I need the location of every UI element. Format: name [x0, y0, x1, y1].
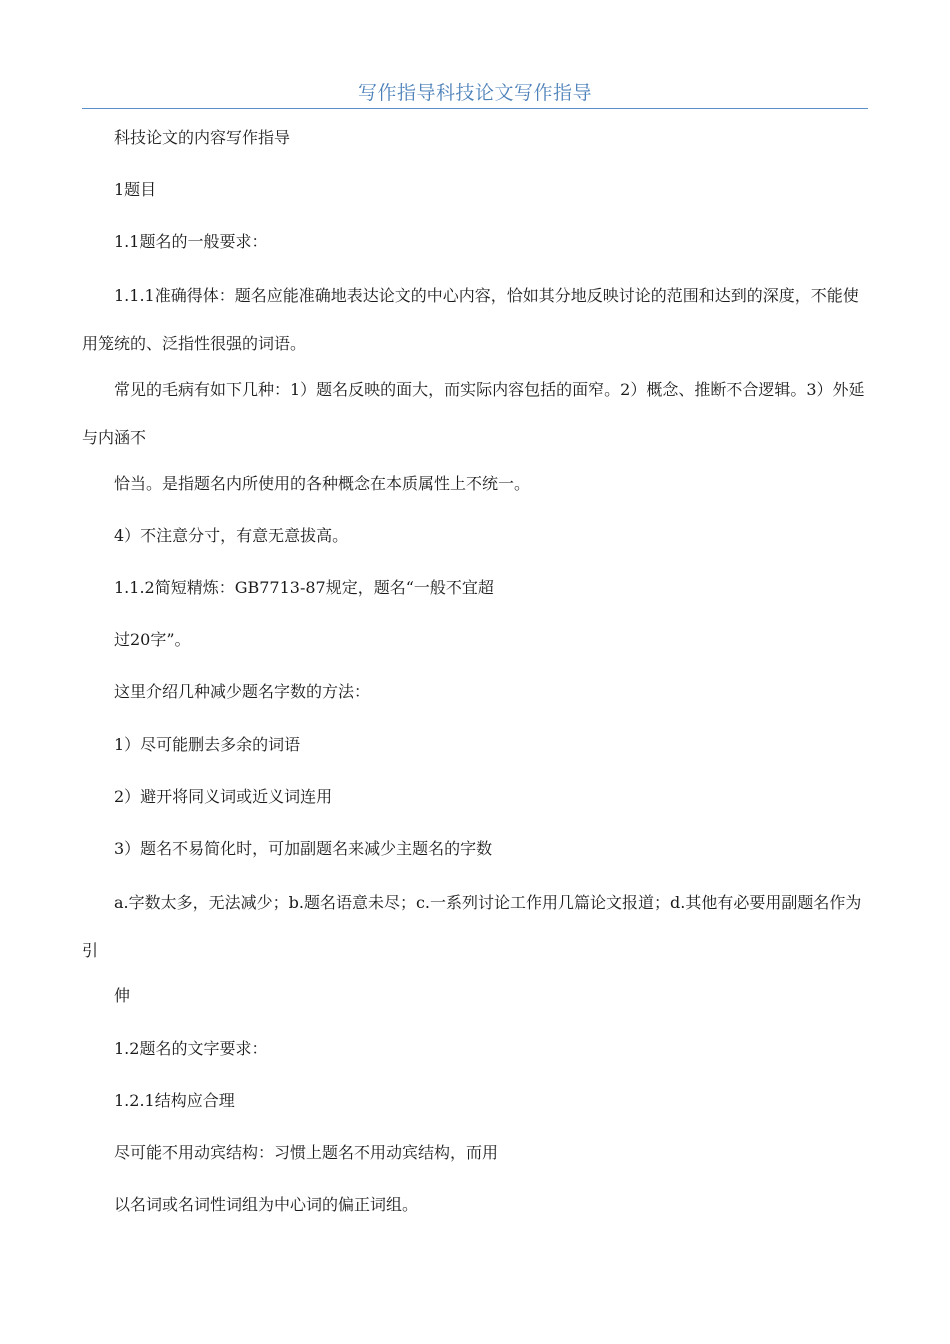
heading-1-1: 1.1题名的一般要求： [114, 232, 268, 251]
list-item-1: 1）尽可能删去多余的词语 [114, 735, 301, 754]
heading-1-1-2: 1.1.2简短精炼：GB7713-87规定，题名“一般不宜超 [114, 578, 494, 597]
heading-1-2: 1.2题名的文字要求： [114, 1039, 268, 1058]
paragraph-structure: 尽可能不用动宾结构：习惯上题名不用动宾结构，而用 [114, 1143, 499, 1162]
section-heading: 科技论文的内容写作指导 [114, 128, 291, 147]
paragraph-methods-intro: 这里介绍几种减少题名字数的方法： [114, 682, 371, 701]
paragraph-accuracy: 1.1.1准确得体：题名应能准确地表达论文的中心内容，恰如其分地反映讨论的范围和达到的深度，不能使用笼统的、泛指性很强的词语。 [82, 286, 859, 353]
list-item-3: 3）题名不易简化时，可加副题名来减少主题名的字数 [114, 839, 493, 858]
list-item-2: 2）避开将同义词或近义词连用 [114, 787, 333, 806]
paragraph-fault-4: 4）不注意分寸，有意无意拔高。 [114, 526, 349, 545]
paragraph-subtitle-cases: a.字数太多，无法减少；b.题名语意未尽；c.一系列讨论工作用几篇论文报道；d.其他有必要用副题名作为引 [82, 893, 862, 960]
heading-1: 1题目 [114, 180, 157, 199]
paragraph-noun-phrase: 以名词或名词性词组为中心词的偏正词组。 [114, 1195, 419, 1214]
paragraph-improper: 恰当。是指题名内所使用的各种概念在本质属性上不统一。 [114, 474, 531, 493]
heading-1-2-1: 1.2.1结构应合理 [114, 1091, 235, 1110]
header-title: 写作指导科技论文写作指导 [357, 82, 592, 104]
page-header [82, 78, 868, 109]
paragraph-20-chars: 过20字”。 [114, 630, 191, 649]
paragraph-common-faults: 常见的毛病有如下几种：1）题名反映的面大，而实际内容包括的面窄。2）概念、推断不合逻辑。3）外延与内涵不 [82, 380, 865, 447]
paragraph-extend: 伸 [114, 986, 131, 1005]
